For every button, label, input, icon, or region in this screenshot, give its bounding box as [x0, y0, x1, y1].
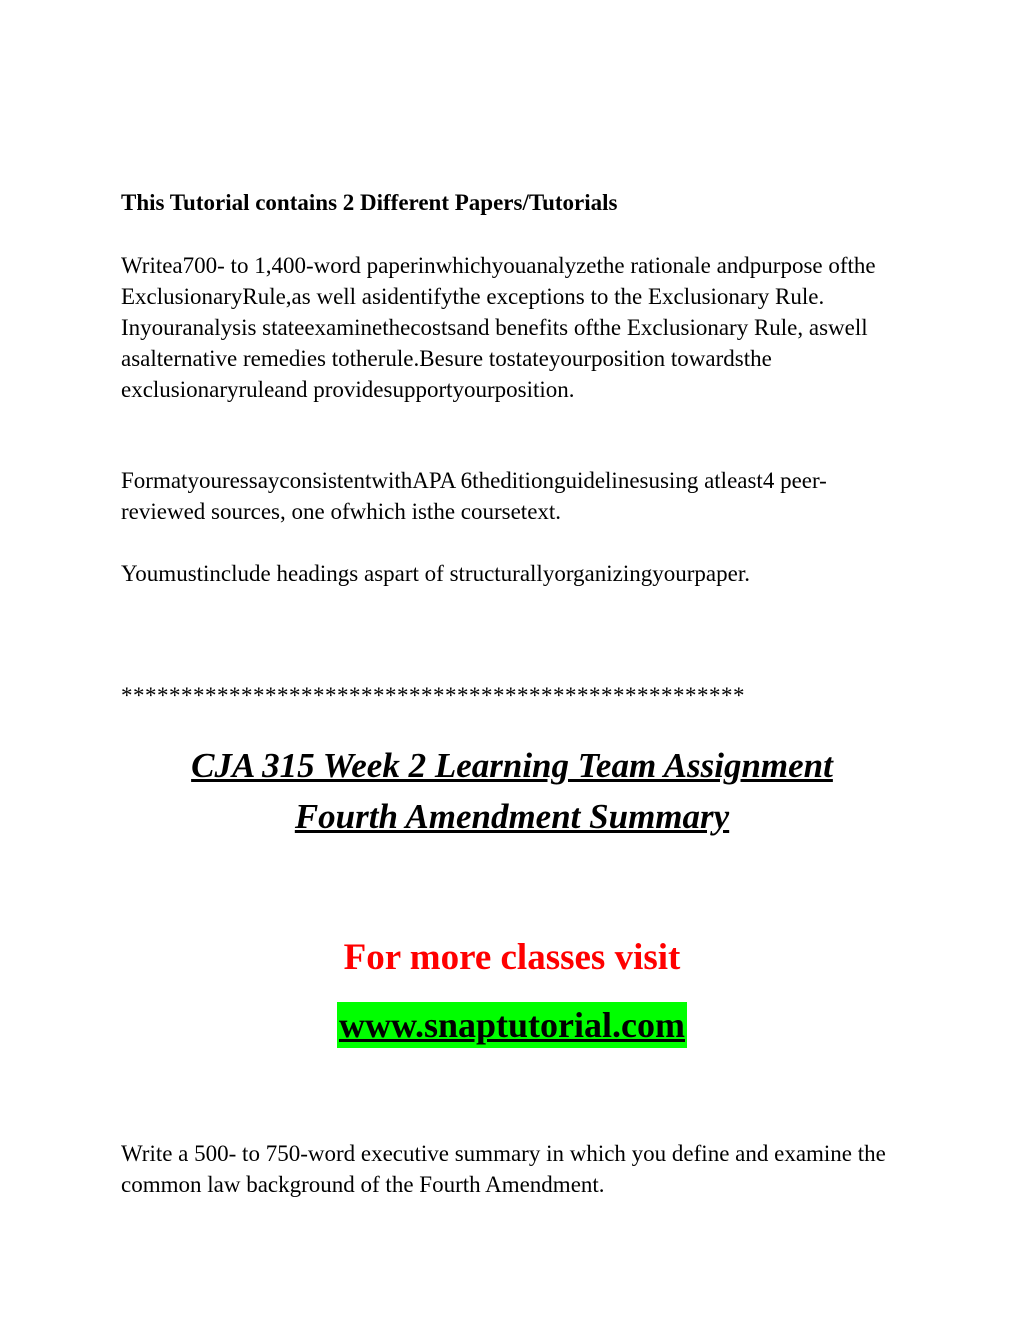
assignment-title-line-2: Fourth Amendment Summary	[294, 797, 730, 836]
assignment-description: Write a 500- to 750-word executive summary in which you define and examine the common law background of the Fourth Amendment.	[121, 1141, 886, 1197]
promo-text: For more classes visit	[343, 937, 681, 978]
intro-paragraph-3: Youmustinclude headings aspart of structurallyorganizingyourpaper.	[121, 561, 750, 586]
promo-link-wrapper	[0, 1002, 1024, 1048]
intro-paragraph-1: Writea700- to 1,400-word paperinwhichyouanalyzethe rationale andpurpose ofthe ExclusionaryRule,as well asidentifythe exceptions to the Exclusionary Rule. Inyouranalysis stateexaminethecostsand benefits ofthe Exclusionary Rule, aswell asalternative remedies totherule.Besure tostateyourposition towardsthe exclusionaryruleand providesupportyourposition.	[121, 253, 876, 402]
intro-paragraph-2: FormatyouressayconsistentwithAPA 6theditionguidelinesusing atleast4 peer-reviewed sources, one ofwhich isthe coursetext.	[121, 468, 827, 524]
separator-line: ****************************************************	[121, 683, 745, 708]
snaptutorial-link[interactable]: www.snaptutorial.com	[337, 1002, 687, 1048]
assignment-title-line-1: CJA 315 Week 2 Learning Team Assignment	[191, 746, 833, 785]
tutorial-heading: This Tutorial contains 2 Different Papers/Tutorials	[121, 190, 618, 215]
